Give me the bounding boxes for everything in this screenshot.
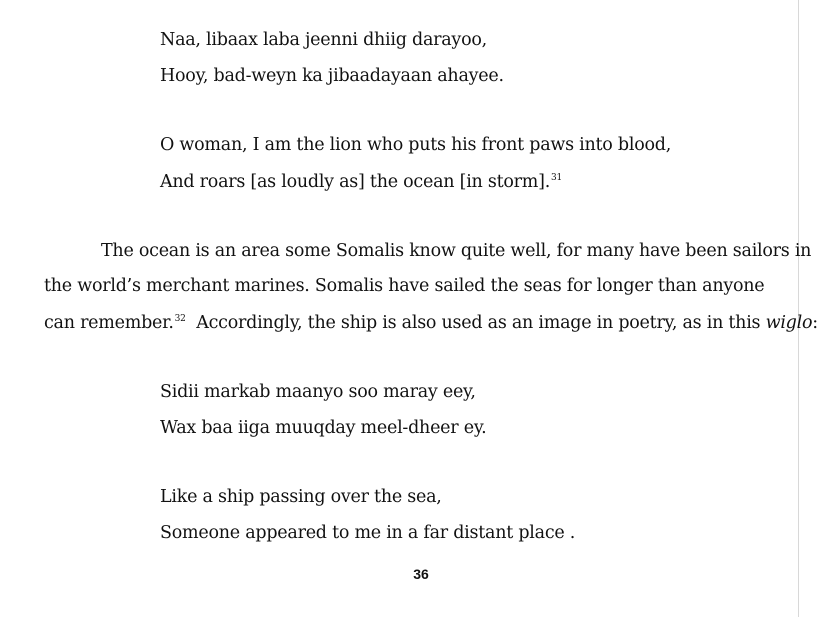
- paragraph-line-3-middle: Accordingly, the ship is also used as an image in poetry, as in this: [185, 313, 766, 333]
- verse1-english-line-2-text: And roars [as loudly as] the ocean [in storm].: [160, 172, 551, 192]
- paragraph-line-3-start: can remember.: [44, 313, 174, 333]
- page-edge: [798, 0, 799, 617]
- paragraph-line-3-end: :: [812, 313, 818, 333]
- term-wiglo: wiglo: [765, 313, 813, 333]
- paragraph-line-2: the world’s merchant marines. Somalis have sailed the seas for longer than anyone: [44, 276, 765, 296]
- paragraph-line-3: [44, 312, 818, 334]
- verse2-somali-line-2: Wax baa iiga muuqday meel-dheer ey.: [160, 418, 487, 438]
- verse1-somali-line-1: Naa, libaax laba jeenni dhiig darayoo,: [160, 30, 487, 50]
- footnote-ref-31: 31: [551, 173, 562, 183]
- page-number: 36: [413, 566, 429, 582]
- verse2-english-line-1: Like a ship passing over the sea,: [160, 487, 442, 507]
- verse2-somali-line-1: Sidii markab maanyo soo maray eey,: [160, 382, 476, 402]
- verse1-somali-line-2: Hooy, bad-weyn ka jibaadayaan ahayee.: [160, 66, 504, 86]
- footnote-ref-32: 32: [174, 314, 186, 324]
- paragraph-line-1: The ocean is an area some Somalis know quite well, for many have been sailors in: [101, 241, 812, 261]
- verse2-english-line-2: Someone appeared to me in a far distant place .: [160, 523, 576, 543]
- verse1-english-line-1: O woman, I am the lion who puts his front paws into blood,: [160, 135, 672, 155]
- verse1-english-line-2: [160, 171, 562, 193]
